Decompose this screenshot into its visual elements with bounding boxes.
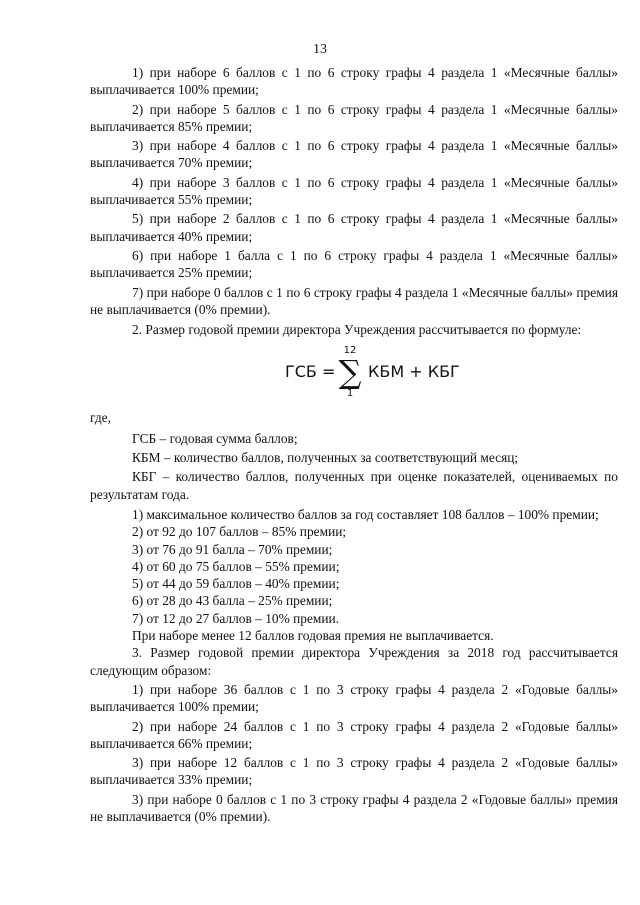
- annual-scale-item-6: 6) от 28 до 43 балла – 25% премии;: [132, 593, 333, 609]
- section-2-intro: 2. Размер годовой премии директора Учреждения рассчитывается по формуле:: [132, 322, 582, 338]
- formula-rhs: КБМ + КБГ: [368, 362, 460, 382]
- y2018-item-3: 3) при наборе 12 баллов с 1 по 3 строку графы 4 раздела 2 «Годовые баллы» выплачивается 33% премии;: [90, 755, 618, 788]
- definition-kbm: КБМ – количество баллов, полученных за соответствующий месяц;: [132, 450, 519, 466]
- annual-score-formula: [90, 341, 618, 407]
- monthly-item-4: 4) при наборе 3 баллов с 1 по 6 строку графы 4 раздела 1 «Месячные баллы» выплачивается 55% премии;: [90, 174, 618, 208]
- definition-kbg: КБГ – количество баллов, полученных при оценке показателей, оцениваемых по результатам года.: [90, 469, 618, 502]
- annual-scale-item-5: 5) от 44 до 59 баллов – 40% премии;: [132, 576, 340, 592]
- annual-note: При наборе менее 12 баллов годовая премия не выплачивается.: [132, 628, 494, 644]
- monthly-item-2: 2) при наборе 5 баллов с 1 по 6 строку графы 4 раздела 1 «Месячные баллы» выплачивается 85% премии;: [90, 101, 618, 134]
- monthly-item-3: 3) при наборе 4 баллов с 1 по 6 строку графы 4 раздела 1 «Месячные баллы» выплачивается 70% премии;: [90, 138, 618, 171]
- y2018-item-4: 3) при наборе 0 баллов с 1 по 3 строку графы 4 раздела 2 «Годовые баллы» премия не выплачивается (0% премии).: [90, 791, 618, 824]
- page-number: 13: [313, 42, 327, 57]
- monthly-item-6: 6) при наборе 1 балла с 1 по 6 строку графы 4 раздела 1 «Месячные баллы» выплачивается 25% премии;: [90, 247, 618, 281]
- sum-upper-limit: 12: [343, 345, 357, 357]
- formula-lhs: ГСБ =: [285, 362, 336, 382]
- annual-scale-item-2: 2) от 92 до 107 баллов – 85% премии;: [132, 524, 347, 540]
- annual-scale-item-3: 3) от 76 до 91 балла – 70% премии;: [132, 541, 333, 557]
- monthly-item-5: 5) при наборе 2 баллов с 1 по 6 строку графы 4 раздела 1 «Месячные баллы» выплачивается 40% премии;: [90, 211, 618, 244]
- annual-scale-item-4: 4) от 60 до 75 баллов – 55% премии;: [132, 558, 340, 574]
- sum-lower-limit: 1: [346, 388, 354, 400]
- annual-scale-item-7: 7) от 12 до 27 баллов – 10% премии.: [132, 610, 340, 626]
- section-3-intro: 3. Размер годовой премии директора Учреждения за 2018 год рассчитывается следующим образом:: [90, 645, 618, 678]
- document-body: [90, 64, 618, 825]
- annual-scale-item-1: 1) максимальное количество баллов за год составляет 108 баллов – 100% премии;: [132, 506, 599, 522]
- monthly-item-7: 7) при наборе 0 баллов с 1 по 6 строку графы 4 раздела 1 «Месячные баллы» премия не выплачивается (0% премии).: [90, 284, 618, 317]
- sum-symbol: [338, 345, 362, 399]
- y2018-item-1: 1) при наборе 36 баллов с 1 по 3 строку графы 4 раздела 2 «Годовые баллы» выплачивается 100% премии;: [90, 681, 618, 715]
- y2018-item-2: 2) при наборе 24 баллов с 1 по 3 строку графы 4 раздела 2 «Годовые баллы» выплачивается 66% премии;: [90, 718, 618, 751]
- monthly-item-1: 1) при наборе 6 баллов с 1 по 6 строку графы 4 раздела 1 «Месячные баллы» выплачивается 100% премии;: [90, 65, 618, 98]
- sigma-icon: ∑: [338, 353, 362, 392]
- definition-gsb: ГСБ – годовая сумма баллов;: [132, 430, 298, 446]
- where-label: где,: [90, 410, 111, 426]
